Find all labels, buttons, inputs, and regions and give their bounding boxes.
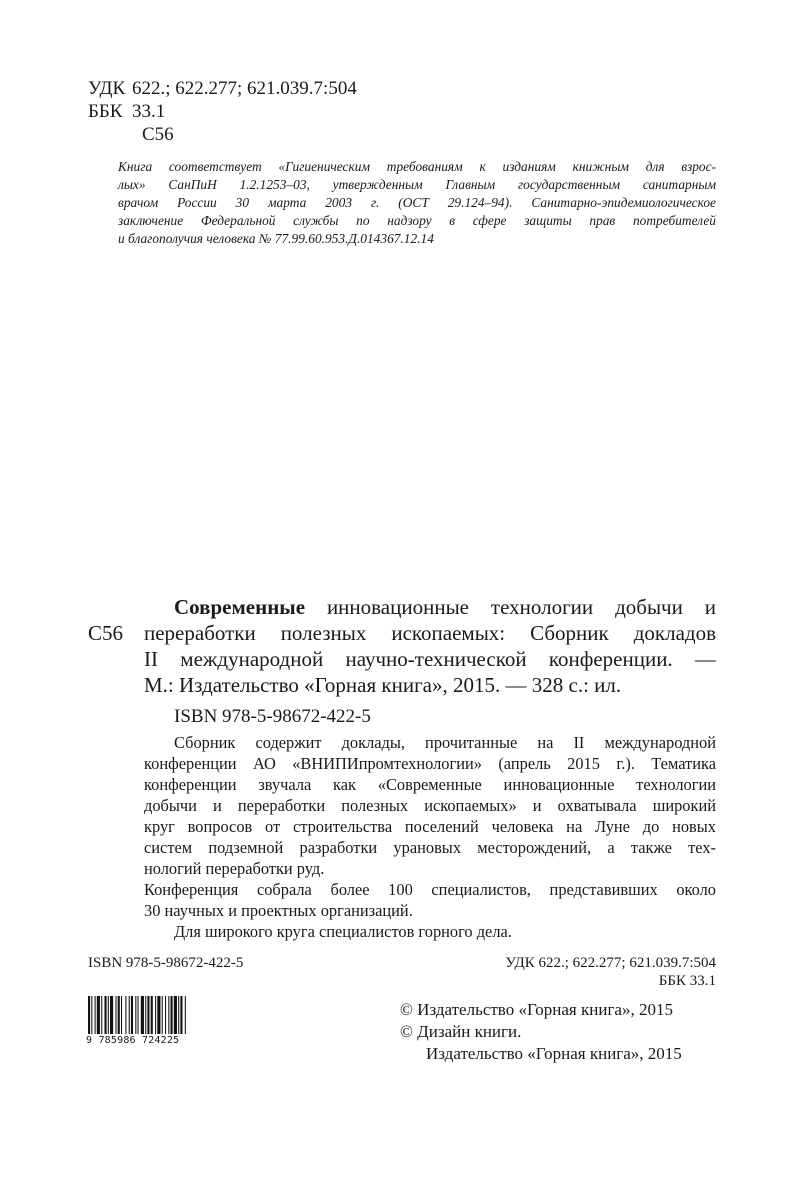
barcode-digits: 9 785986 724225 bbox=[86, 1034, 222, 1048]
entry-line-3: II международной научно-технической конференции. — bbox=[144, 647, 716, 671]
bbk-row bbox=[88, 101, 165, 123]
barcode-bar bbox=[151, 996, 153, 1034]
barcode-bar bbox=[101, 996, 102, 1034]
copyright-design: © Дизайн книги. bbox=[400, 1022, 522, 1041]
barcode-bar bbox=[125, 996, 126, 1034]
notice-line: и благополучия человека № 77.99.60.953.Д.014367.12.14 bbox=[118, 231, 434, 246]
barcode-bar bbox=[135, 996, 136, 1034]
entry-title-bold: Современные bbox=[174, 595, 306, 619]
footer-udk: УДК 622.; 622.277; 621.039.7:504 bbox=[505, 955, 716, 971]
barcode-bar bbox=[155, 996, 156, 1034]
notice-line: врачом России 30 марта 2003 г. (ОСТ 29.124–94). Санитарно-эпидемиологическое bbox=[118, 195, 716, 210]
barcode-bar bbox=[129, 996, 130, 1034]
annotation-line: Сборник содержит доклады, прочитанные на II международной bbox=[174, 733, 716, 752]
annotation bbox=[144, 732, 716, 942]
annotation-paragraph-1 bbox=[144, 732, 716, 753]
barcode-bar bbox=[105, 996, 107, 1034]
notice-line: Книга соответствует «Гигиеническим требованиям к изданиям книжным для взрос- bbox=[118, 159, 716, 174]
annotation-line: систем подземной разработки урановых месторождений, а также тех- bbox=[144, 838, 716, 857]
barcode-bar bbox=[147, 996, 149, 1034]
entry-line-4: М.: Издательство «Горная книга», 2015. — 328 с.: ил. bbox=[144, 673, 622, 697]
bbk-value: 33.1 bbox=[132, 101, 166, 122]
annotation-line: конференции звучала как «Современные инновационные технологии bbox=[144, 775, 716, 794]
footer-bbk: ББК 33.1 bbox=[658, 973, 716, 989]
notice-line: лых» СанПиН 1.2.1253–03, утвержденным Главным государственным санитарным bbox=[118, 177, 716, 192]
copyright-publisher: © Издательство «Горная книга», 2015 bbox=[400, 1000, 673, 1019]
barcode-bar bbox=[165, 996, 166, 1034]
entry-margin-mark: С56 bbox=[88, 621, 124, 645]
barcode-bar bbox=[97, 996, 100, 1034]
annotation-line: круг вопросов от строительства поселений человека на Луне до новых bbox=[144, 817, 716, 836]
udk-row bbox=[88, 78, 357, 100]
barcode-bar bbox=[145, 996, 146, 1034]
entry-line-1-rest: инновационные технологии добычи и bbox=[305, 595, 716, 619]
entry-isbn: ISBN 978-5-98672-422-5 bbox=[174, 706, 371, 727]
udk-value: 622.; 622.277; 621.039.7:504 bbox=[132, 78, 357, 99]
udk-label: УДК bbox=[88, 78, 126, 99]
annotation-line: добычи и переработки полезных ископаемых» и охватывала широкий bbox=[144, 796, 716, 815]
annotation-paragraph-3 bbox=[144, 921, 716, 942]
barcode-bar bbox=[110, 996, 113, 1034]
entry-line-1 bbox=[144, 594, 716, 620]
barcode-bar bbox=[108, 996, 109, 1034]
annotation-paragraph-2 bbox=[144, 879, 716, 900]
barcode-bar bbox=[118, 996, 120, 1034]
barcode-bar bbox=[174, 996, 177, 1034]
entry-line-2: переработки полезных ископаемых: Сборник докладов bbox=[144, 621, 716, 645]
hygiene-notice bbox=[118, 158, 716, 248]
annotation-line: Конференция собрала более 100 специалистов, представивших около bbox=[144, 880, 716, 899]
barcode-bar bbox=[180, 996, 182, 1034]
footer-isbn: ISBN 978-5-98672-422-5 bbox=[88, 955, 244, 971]
barcode-bar bbox=[95, 996, 96, 1034]
annotation-line: конференции АО «ВНИПИпромтехнологии» (апрель 2015 г.). Тематика bbox=[144, 754, 716, 773]
barcode-bar bbox=[141, 996, 144, 1034]
barcode-bar bbox=[178, 996, 179, 1034]
bbk-label: ББК bbox=[88, 101, 123, 122]
annotation-line: 30 научных и проектных организаций. bbox=[144, 901, 413, 920]
barcode-bar bbox=[131, 996, 133, 1034]
barcode-bar bbox=[121, 996, 122, 1034]
annotation-line: нологий переработки руд. bbox=[144, 859, 325, 878]
barcode-bar bbox=[162, 996, 163, 1034]
barcode-bar bbox=[168, 996, 169, 1034]
barcode-bar bbox=[116, 996, 117, 1034]
bibliographic-entry bbox=[144, 594, 716, 698]
barcode-bar bbox=[171, 996, 173, 1034]
notice-line: заключение Федеральной службы по надзору в сфере защиты прав потребителей bbox=[118, 213, 716, 228]
barcode-bar bbox=[157, 996, 160, 1034]
copyright-block bbox=[400, 999, 682, 1065]
author-mark: С56 bbox=[142, 124, 174, 145]
footer-classification bbox=[505, 954, 716, 990]
copyright-design-publisher: Издательство «Горная книга», 2015 bbox=[426, 1044, 682, 1063]
annotation-line: Для широкого круга специалистов горного дела. bbox=[174, 922, 512, 941]
